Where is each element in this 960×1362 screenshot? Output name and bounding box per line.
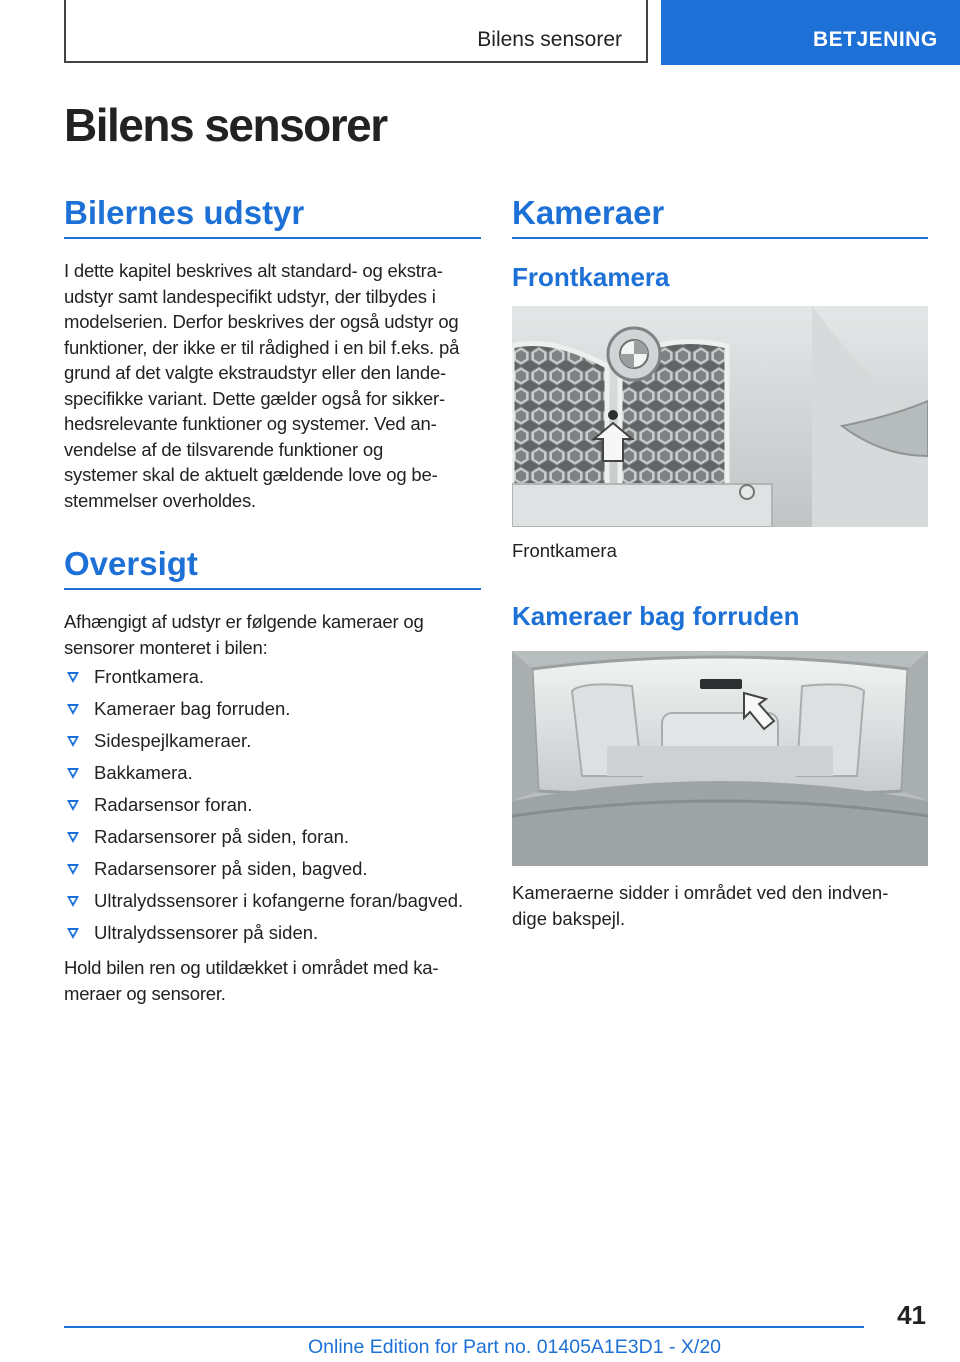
car-interior-illustration (512, 651, 928, 866)
triangle-bullet-icon (67, 928, 79, 939)
page-number: 41 (897, 1300, 926, 1330)
chapter-tab[interactable] (661, 0, 960, 65)
list-item: Radarsensorer på siden, bagved. (64, 856, 481, 888)
overview-intro: Afhængigt af udstyr er følgende kameraer og sensorer monteret i bilen: (64, 611, 424, 658)
list-item: Ultralydssensorer på siden. (64, 920, 481, 952)
equipment-paragraph: I dette kapitel beskrives alt standard- og ekstra- udstyr samt landespecifikt udstyr, der tilbydes i modelserien. Derfor beskrives der også udstyr og funktioner, der ikke er til rådighed i en bil f.eks. på grund af det valgte ekstraudstyr eller den lande- specifikke variant. Dette gælder også for sikker- hedsrelevante funktioner og systemer. Ved an- vendelse af de tilsvarende funktioner og systemer skal de aktuelt gældende love og be- stemmelser overholdes. (64, 260, 460, 511)
heading-equipment: Bilernes udstyr (64, 193, 481, 239)
triangle-bullet-icon (67, 768, 79, 779)
triangle-bullet-icon (67, 704, 79, 715)
chapter-tab-label: BETJENING (813, 28, 938, 51)
list-item: Sidespejlkameraer. (64, 728, 481, 760)
footer-divider (64, 1326, 864, 1328)
heading-overview: Oversigt (64, 544, 481, 590)
list-item: Radarsensorer på siden, foran. (64, 824, 481, 856)
sensor-list (64, 664, 481, 952)
list-item: Kameraer bag forruden. (64, 696, 481, 728)
footer-edition: Online Edition for Part no. 01405A1E3D1 - X/20 (308, 1336, 722, 1358)
overview-outro: Hold bilen ren og utildækket i området med ka- meraer og sensorer. (64, 957, 439, 1004)
header-section-title: Bilens sensorer (477, 28, 622, 51)
windshield-camera-image (512, 651, 928, 866)
front-camera-caption: Frontkamera (512, 540, 617, 561)
page-title: Bilens sensorer (64, 99, 387, 151)
triangle-bullet-icon (67, 832, 79, 843)
windshield-camera-caption: Kameraerne sidder i området ved den indven- dige bakspejl. (512, 882, 889, 929)
heading-front-camera: Frontkamera (512, 262, 670, 292)
list-item: Frontkamera. (64, 664, 481, 696)
triangle-bullet-icon (67, 672, 79, 683)
front-grille-illustration (512, 306, 928, 527)
triangle-bullet-icon (67, 736, 79, 747)
list-item: Bakkamera. (64, 760, 481, 792)
heading-windshield-cameras: Kameraer bag forruden (512, 601, 800, 631)
heading-cameras: Kameraer (512, 193, 928, 239)
front-camera-image (512, 306, 928, 527)
triangle-bullet-icon (67, 800, 79, 811)
header-section-box (64, 0, 648, 63)
triangle-bullet-icon (67, 864, 79, 875)
list-item: Ultralydssensorer i kofangerne foran/bagved. (64, 888, 481, 920)
triangle-bullet-icon (67, 896, 79, 907)
list-item: Radarsensor foran. (64, 792, 481, 824)
